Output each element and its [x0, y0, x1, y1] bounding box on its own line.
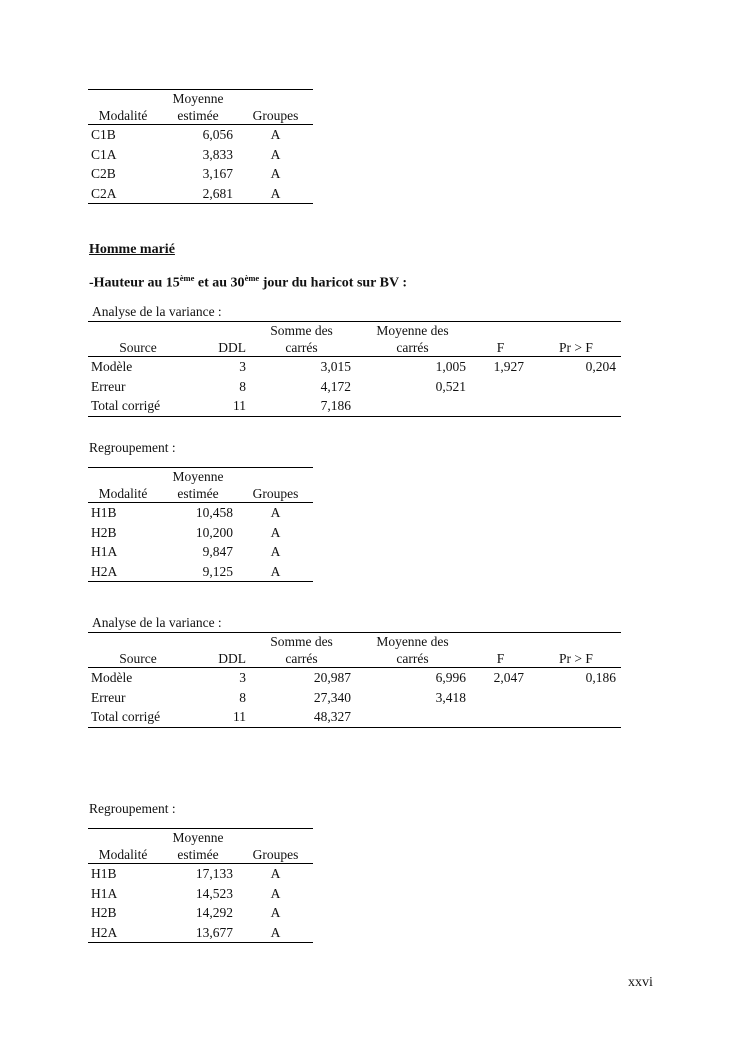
- table-row: H1A 9,847 A: [91, 544, 281, 559]
- table-row: Erreur 8 27,340 3,418: [91, 689, 466, 705]
- table-row: H2A 13,677 A: [88, 923, 313, 943]
- regroupement-label: Regroupement :: [89, 440, 176, 455]
- header-groupes: Groupes: [238, 107, 313, 125]
- header-source: Source: [88, 339, 188, 357]
- group-table-1: [88, 89, 313, 204]
- table-row: Modèle 3 3,015 1,005 1,927 0,204: [91, 359, 616, 374]
- header-f: F: [470, 339, 531, 357]
- header-moyenne-line1: Moyenne: [158, 90, 238, 108]
- anova-table-2: Somme des Moyenne des Source DDL carrés carrés F Pr > F Modèle 3 20,987 6,996 2,047 0,186 Erreur 8 27,340 3,418 Total corrigé 11 48,327: [88, 632, 621, 728]
- anova-caption: Analyse de la variance :: [92, 615, 222, 630]
- table-row: Total corrigé 11 7,186: [88, 396, 621, 416]
- table-row: C1A 3,833 A: [91, 146, 281, 162]
- table-row: H2A 9,125 A: [88, 562, 313, 582]
- table-row: H1B 10,458 A: [91, 505, 281, 520]
- table-row: C2B 3,167 A: [91, 166, 281, 181]
- group-table-2: Moyenne Modalité estimée Groupes H1B 10,458 A H2B 10,200 A H1A 9,847 A H2A 9,125 A: [88, 467, 313, 582]
- header-pr: Pr > F: [531, 339, 621, 357]
- table-row: C2A 2,681 A: [88, 184, 313, 204]
- table-row: H2B 14,292 A: [91, 905, 281, 920]
- table-row: Total corrigé 11 48,327: [88, 707, 621, 727]
- section-subtitle: -Hauteur au 15ème et au 30ème jour du haricot sur BV :: [89, 273, 408, 291]
- section-title: Homme marié: [89, 242, 175, 257]
- header-ddl: DDL: [188, 339, 248, 357]
- table-row: Erreur 8 4,172 0,521: [91, 378, 466, 394]
- table-row: Modèle 3 20,987 6,996 2,047 0,186: [91, 670, 616, 685]
- table-row: H1A 14,523 A: [91, 885, 281, 901]
- group-table-3: Moyenne Modalité estimée Groupes H1B 17,133 A H1A 14,523 A H2B 14,292 A H2A 13,677 A: [88, 828, 313, 943]
- header-modalite: Modalité: [88, 107, 158, 125]
- table-row: C1B 6,056 A: [91, 127, 281, 142]
- regroupement-label: Regroupement :: [89, 801, 176, 816]
- anova-caption: Analyse de la variance :: [92, 304, 222, 319]
- header-moyenne-line2: estimée: [158, 107, 238, 125]
- page-number: xxvi: [628, 975, 653, 990]
- table-row: H1B 17,133 A: [91, 866, 281, 881]
- anova-table-1: Somme des Moyenne des Source DDL carrés carrés F Pr > F Modèle 3 3,015 1,005 1,927 0,204 Erreur 8 4,172 0,521 Total corrigé 11 7,186: [88, 321, 621, 417]
- table-row: H2B 10,200 A: [91, 524, 281, 540]
